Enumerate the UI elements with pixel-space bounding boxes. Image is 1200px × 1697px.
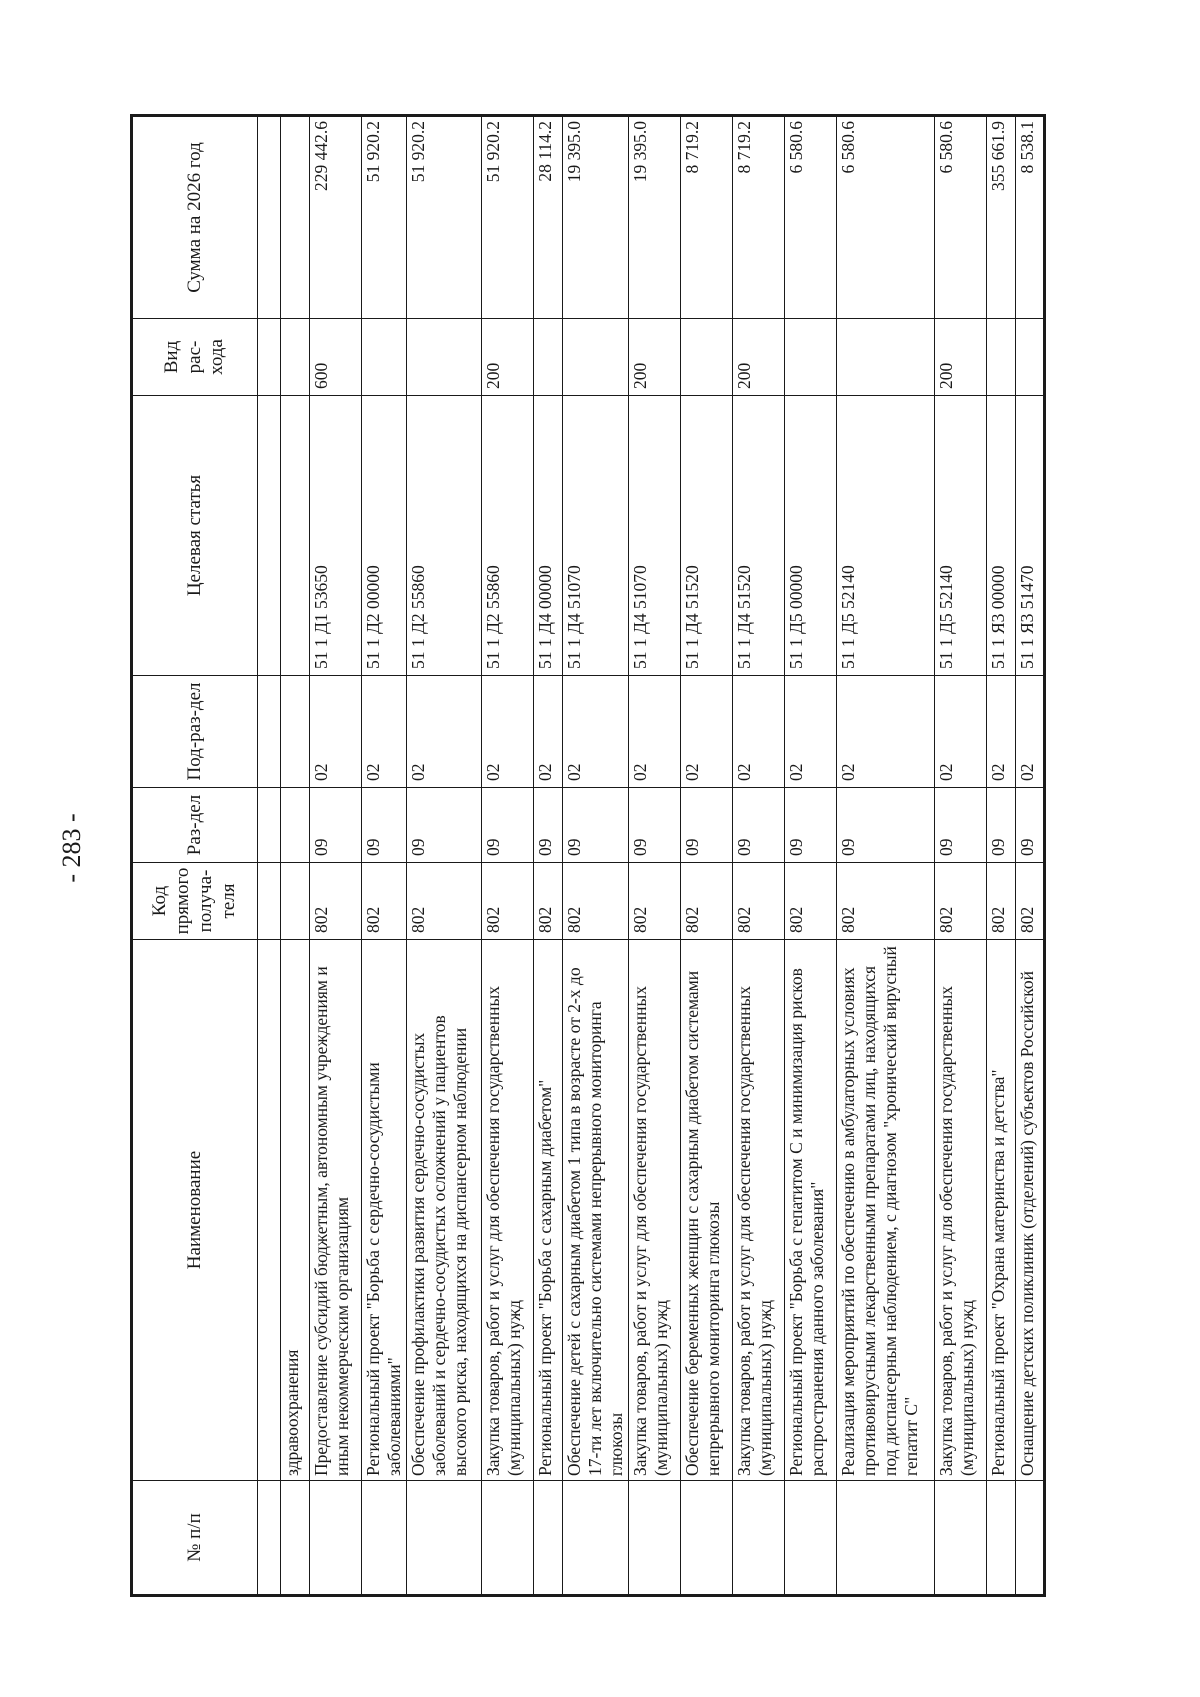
cell-expense: 600	[310, 319, 362, 396]
cell-subsection: 02	[733, 676, 785, 788]
cell-expense	[837, 319, 935, 396]
cell-sum: 8 719.2	[733, 116, 785, 319]
cell-target: 51 1 Д5 00000	[785, 396, 837, 676]
header-recipient: Код прямого получа-теля	[132, 863, 258, 940]
header-subsection: Под-раз-дел	[132, 676, 258, 788]
cell-no	[407, 1481, 482, 1596]
cell-no	[281, 1481, 310, 1596]
cell-subsection: 02	[785, 676, 837, 788]
cell-name: Закупка товаров, работ и услуг для обеспечения государственных (муниципальных) нужд	[482, 940, 534, 1481]
cell-no	[310, 1481, 362, 1596]
header-separator-row	[258, 116, 281, 1596]
cell-target: 51 1 Д4 51070	[563, 396, 629, 676]
cell-no	[733, 1481, 785, 1596]
cell-sum: 6 580.6	[785, 116, 837, 319]
cell-subsection: 02	[681, 676, 733, 788]
cell-no	[681, 1481, 733, 1596]
cell-target: 51 1 Д1 53650	[310, 396, 362, 676]
cell-recipient: 802	[935, 863, 987, 940]
cell-section: 09	[837, 788, 935, 863]
cell-sum: 8 538.1	[1016, 116, 1045, 319]
cell-section: 09	[563, 788, 629, 863]
table-row	[935, 116, 987, 1596]
table-row	[987, 116, 1016, 1596]
table-row	[629, 116, 681, 1596]
header-target: Целевая статья	[132, 396, 258, 676]
cell-subsection: 02	[935, 676, 987, 788]
table-row	[563, 116, 629, 1596]
cell-sum: 19 395.0	[629, 116, 681, 319]
cell-no	[1016, 1481, 1045, 1596]
cell-section: 09	[935, 788, 987, 863]
cell-section: 09	[733, 788, 785, 863]
cell-subsection: 02	[629, 676, 681, 788]
cell-expense	[785, 319, 837, 396]
table-row	[785, 116, 837, 1596]
page-number: - 283 -	[57, 813, 86, 883]
cell-name: Обеспечение профилактики развития сердечно-сосудистых заболеваний и сердечно-сосудистых осложнений у пациентов высокого риска, находящихся на диспансерном наблюдении	[407, 940, 482, 1481]
cell-no	[837, 1481, 935, 1596]
cell-no	[534, 1481, 563, 1596]
cell-section: 09	[534, 788, 563, 863]
cell-name: Обеспечение беременных женщин с сахарным диабетом системами непрерывного мониторинга глюкозы	[681, 940, 733, 1481]
cell-expense	[563, 319, 629, 396]
cell-recipient: 802	[407, 863, 482, 940]
cell-no	[563, 1481, 629, 1596]
cell-target: 51 1 Д2 55860	[407, 396, 482, 676]
cell-name: Закупка товаров, работ и услуг для обеспечения государственных (муниципальных) нужд	[733, 940, 785, 1481]
cell-target: 51 1 Д2 55860	[482, 396, 534, 676]
cell-sum: 8 719.2	[681, 116, 733, 319]
cell-name: Региональный проект "Охрана материнства и детства"	[987, 940, 1016, 1481]
cell-section: 09	[482, 788, 534, 863]
cell-expense	[281, 319, 310, 396]
cell-subsection: 02	[1016, 676, 1045, 788]
table-row	[482, 116, 534, 1596]
cell-target: 51 1 Я3 51470	[1016, 396, 1045, 676]
cell-no	[362, 1481, 407, 1596]
table-row	[837, 116, 935, 1596]
table-header-row	[132, 116, 258, 1596]
cell-target: 51 1 Д5 52140	[837, 396, 935, 676]
cell-recipient: 802	[534, 863, 563, 940]
cell-recipient	[281, 863, 310, 940]
cell-no	[629, 1481, 681, 1596]
cell-sum: 6 580.6	[935, 116, 987, 319]
cell-name: здравоохранения	[281, 940, 310, 1481]
cell-name: Региональный проект "Борьба с гепатитом С и минимизация рисков распространения данного заболевания"	[785, 940, 837, 1481]
cell-recipient: 802	[987, 863, 1016, 940]
cell-subsection: 02	[407, 676, 482, 788]
cell-no	[935, 1481, 987, 1596]
cell-section: 09	[407, 788, 482, 863]
cell-section: 09	[1016, 788, 1045, 863]
cell-sum: 51 920.2	[482, 116, 534, 319]
header-section: Раз-дел	[132, 788, 258, 863]
table-row	[281, 116, 310, 1596]
cell-recipient: 802	[362, 863, 407, 940]
rotated-page-content	[130, 117, 1130, 1597]
table-row	[362, 116, 407, 1596]
cell-section: 09	[629, 788, 681, 863]
cell-expense	[681, 319, 733, 396]
cell-no	[482, 1481, 534, 1596]
cell-subsection: 02	[534, 676, 563, 788]
cell-target: 51 1 Д2 00000	[362, 396, 407, 676]
cell-name: Оснащение детских поликлиник (отделений) субъектов Российской	[1016, 940, 1045, 1481]
cell-recipient: 802	[563, 863, 629, 940]
cell-expense	[987, 319, 1016, 396]
cell-section: 09	[681, 788, 733, 863]
cell-target: 51 1 Д4 51070	[629, 396, 681, 676]
table-row	[407, 116, 482, 1596]
table-row	[534, 116, 563, 1596]
header-expense: Вид рас-хода	[132, 319, 258, 396]
cell-section: 09	[362, 788, 407, 863]
cell-recipient: 802	[837, 863, 935, 940]
cell-target: 51 1 Д5 52140	[935, 396, 987, 676]
cell-recipient: 802	[1016, 863, 1045, 940]
cell-expense	[362, 319, 407, 396]
cell-subsection: 02	[362, 676, 407, 788]
cell-section: 09	[310, 788, 362, 863]
cell-sum: 51 920.2	[362, 116, 407, 319]
cell-no	[987, 1481, 1016, 1596]
cell-sum	[281, 116, 310, 319]
cell-name: Обеспечение детей с сахарным диабетом 1 типа в возрасте от 2-х до 17-ти лет включительно системами непрерывного мониторинга глюкозы	[563, 940, 629, 1481]
cell-section: 09	[785, 788, 837, 863]
cell-recipient: 802	[681, 863, 733, 940]
cell-target: 51 1 Я3 00000	[987, 396, 1016, 676]
table-row	[733, 116, 785, 1596]
cell-expense: 200	[935, 319, 987, 396]
cell-recipient: 802	[629, 863, 681, 940]
cell-name: Региональный проект "Борьба с сахарным диабетом"	[534, 940, 563, 1481]
cell-sum: 229 442.6	[310, 116, 362, 319]
cell-target: 51 1 Д4 51520	[681, 396, 733, 676]
cell-subsection	[281, 676, 310, 788]
cell-subsection: 02	[563, 676, 629, 788]
cell-no	[785, 1481, 837, 1596]
cell-expense	[1016, 319, 1045, 396]
budget-table	[130, 114, 1046, 1597]
cell-subsection: 02	[310, 676, 362, 788]
table-row	[310, 116, 362, 1596]
cell-sum: 355 661.9	[987, 116, 1016, 319]
cell-sum: 19 395.0	[563, 116, 629, 319]
table-row	[681, 116, 733, 1596]
cell-sum: 51 920.2	[407, 116, 482, 319]
header-no: № п/п	[132, 1481, 258, 1596]
cell-sum: 6 580.6	[837, 116, 935, 319]
cell-expense: 200	[482, 319, 534, 396]
cell-recipient: 802	[785, 863, 837, 940]
cell-section: 09	[987, 788, 1016, 863]
cell-expense	[407, 319, 482, 396]
cell-target: 51 1 Д4 00000	[534, 396, 563, 676]
cell-recipient: 802	[482, 863, 534, 940]
cell-section	[281, 788, 310, 863]
table-row	[1016, 116, 1045, 1596]
cell-name: Закупка товаров, работ и услуг для обеспечения государственных (муниципальных) нужд	[629, 940, 681, 1481]
cell-name: Предоставление субсидий бюджетным, автономным учреждениям и иным некоммерческим организациям	[310, 940, 362, 1481]
cell-expense: 200	[733, 319, 785, 396]
cell-expense: 200	[629, 319, 681, 396]
cell-subsection: 02	[482, 676, 534, 788]
cell-target: 51 1 Д4 51520	[733, 396, 785, 676]
cell-recipient: 802	[733, 863, 785, 940]
cell-recipient: 802	[310, 863, 362, 940]
header-name: Наименование	[132, 940, 258, 1481]
cell-subsection: 02	[837, 676, 935, 788]
cell-sum: 28 114.2	[534, 116, 563, 319]
header-sum: Сумма на 2026 год	[132, 116, 258, 319]
cell-target	[281, 396, 310, 676]
cell-expense	[534, 319, 563, 396]
cell-subsection: 02	[987, 676, 1016, 788]
cell-name: Реализация мероприятий по обеспечению в амбулаторных условиях противовирусными лекарственными препаратами лиц, находящихся под диспансерным наблюдением, с диагнозом "хронический вирусный гепатит С"	[837, 940, 935, 1481]
cell-name: Закупка товаров, работ и услуг для обеспечения государственных (муниципальных) нужд	[935, 940, 987, 1481]
cell-name: Региональный проект "Борьба с сердечно-сосудистыми заболеваниями"	[362, 940, 407, 1481]
